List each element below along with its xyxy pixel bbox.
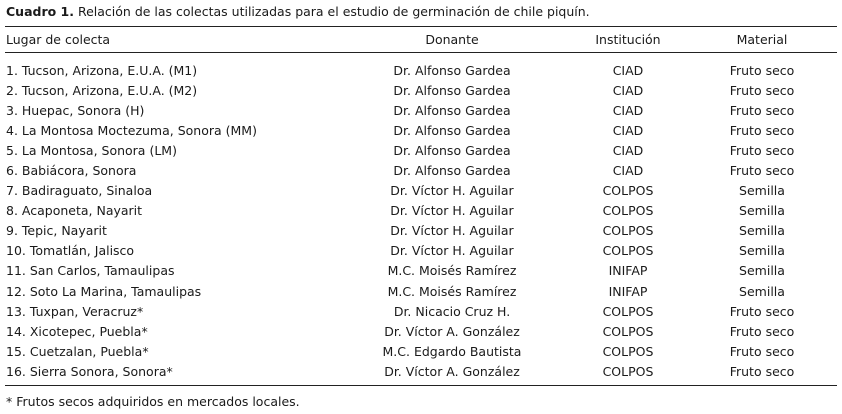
cell-institucion: COLPOS — [602, 183, 654, 199]
cell-lugar: 5. La Montosa, Sonora (LM) — [6, 142, 177, 158]
cell-lugar: 15. Cuetzalan, Puebla* — [6, 343, 149, 359]
table-row — [5, 160, 838, 180]
header-institucion: Institución — [595, 32, 661, 47]
table-row — [5, 140, 838, 160]
cell-donante: Dr. Víctor H. Aguilar — [390, 203, 514, 219]
cell-lugar: 7. Badiraguato, Sinaloa — [6, 183, 153, 199]
table-row — [5, 321, 838, 341]
cell-lugar: 1. Tucson, Arizona, E.U.A. (M1) — [6, 62, 198, 78]
cell-lugar: 8. Acaponeta, Nayarit — [6, 203, 143, 219]
caption-text: Relación de las colectas utilizadas para el estudio de germinación de chile piquín. — [74, 4, 590, 19]
cell-institucion: INIFAP — [608, 263, 648, 279]
cell-institucion: CIAD — [612, 62, 644, 78]
cell-lugar: 13. Tuxpan, Veracruz* — [6, 303, 144, 319]
cell-material: Semilla — [739, 243, 785, 259]
cell-lugar: 11. San Carlos, Tamaulipas — [6, 263, 175, 279]
cell-material: Fruto seco — [729, 303, 795, 319]
cell-lugar: 9. Tepic, Nayarit — [6, 223, 107, 239]
cell-material: Fruto seco — [729, 82, 795, 98]
cell-donante: Dr. Alfonso Gardea — [393, 142, 511, 158]
cell-donante: M.C. Moisés Ramírez — [387, 283, 517, 299]
cell-donante: Dr. Alfonso Gardea — [393, 62, 511, 78]
table-row — [5, 100, 838, 120]
cell-institucion: COLPOS — [602, 343, 654, 359]
cell-lugar: 3. Huepac, Sonora (H) — [6, 102, 145, 118]
collections-table — [5, 28, 838, 382]
table-row — [5, 181, 838, 201]
cell-material: Fruto seco — [729, 62, 795, 78]
cell-institucion: COLPOS — [602, 303, 654, 319]
cell-donante: Dr. Víctor H. Aguilar — [390, 243, 514, 259]
table-row — [5, 201, 838, 221]
cell-material: Fruto seco — [729, 343, 795, 359]
table-row — [5, 60, 838, 80]
cell-institucion: CIAD — [612, 82, 644, 98]
cell-institucion: CIAD — [612, 163, 644, 179]
table-header-row — [5, 28, 838, 51]
cell-lugar: 4. La Montosa Moctezuma, Sonora (MM) — [6, 122, 257, 138]
table-row — [5, 221, 838, 241]
cell-donante: Dr. Víctor A. González — [384, 323, 520, 339]
cell-institucion: COLPOS — [602, 363, 654, 379]
header-donante: Donante — [425, 32, 479, 47]
footnote: * Frutos secos adquiridos en mercados locales. — [6, 394, 300, 409]
cell-institucion: COLPOS — [602, 323, 654, 339]
table-caption — [6, 4, 590, 20]
cell-institucion: INIFAP — [608, 283, 648, 299]
table-row — [5, 261, 838, 281]
cell-institucion: COLPOS — [602, 243, 654, 259]
cell-donante: Dr. Alfonso Gardea — [393, 102, 511, 118]
table-row — [5, 341, 838, 361]
cell-material: Semilla — [739, 183, 785, 199]
table-row — [5, 80, 838, 100]
cell-material: Fruto seco — [729, 122, 795, 138]
cell-lugar: 16. Sierra Sonora, Sonora* — [6, 363, 173, 379]
bottom-rule — [5, 385, 837, 386]
cell-institucion: COLPOS — [602, 223, 654, 239]
cell-donante: Dr. Alfonso Gardea — [393, 82, 511, 98]
cell-material: Semilla — [739, 223, 785, 239]
table-row — [5, 241, 838, 261]
cell-donante: M.C. Edgardo Bautista — [382, 343, 522, 359]
cell-material: Semilla — [739, 203, 785, 219]
cell-lugar: 2. Tucson, Arizona, E.U.A. (M2) — [6, 82, 198, 98]
table-row — [5, 301, 838, 321]
cell-material: Fruto seco — [729, 102, 795, 118]
table-row — [5, 120, 838, 140]
top-rule — [5, 26, 837, 27]
caption-label: Cuadro 1. — [6, 4, 75, 19]
cell-donante: Dr. Víctor A. González — [384, 363, 520, 379]
table-row — [5, 281, 838, 301]
cell-material: Fruto seco — [729, 142, 795, 158]
cell-donante: Dr. Alfonso Gardea — [393, 122, 511, 138]
cell-donante: M.C. Moisés Ramírez — [387, 263, 517, 279]
cell-material: Fruto seco — [729, 363, 795, 379]
table-row — [5, 361, 838, 381]
cell-material: Semilla — [739, 283, 785, 299]
cell-donante: Dr. Alfonso Gardea — [393, 163, 511, 179]
cell-donante: Dr. Nicacio Cruz H. — [393, 303, 511, 319]
header-material: Material — [736, 32, 788, 47]
cell-lugar: 6. Babiácora, Sonora — [6, 163, 137, 179]
cell-material: Semilla — [739, 263, 785, 279]
cell-lugar: 10. Tomatlán, Jalisco — [6, 243, 135, 259]
cell-material: Fruto seco — [729, 163, 795, 179]
cell-donante: Dr. Víctor H. Aguilar — [390, 223, 514, 239]
header-lugar: Lugar de colecta — [6, 32, 111, 47]
table-body — [5, 51, 838, 382]
cell-institucion: CIAD — [612, 142, 644, 158]
cell-institucion: CIAD — [612, 122, 644, 138]
cell-institucion: CIAD — [612, 102, 644, 118]
cell-lugar: 14. Xicotepec, Puebla* — [6, 323, 148, 339]
cell-donante: Dr. Víctor H. Aguilar — [390, 183, 514, 199]
cell-institucion: COLPOS — [602, 203, 654, 219]
cell-material: Fruto seco — [729, 323, 795, 339]
cell-lugar: 12. Soto La Marina, Tamaulipas — [6, 283, 202, 299]
